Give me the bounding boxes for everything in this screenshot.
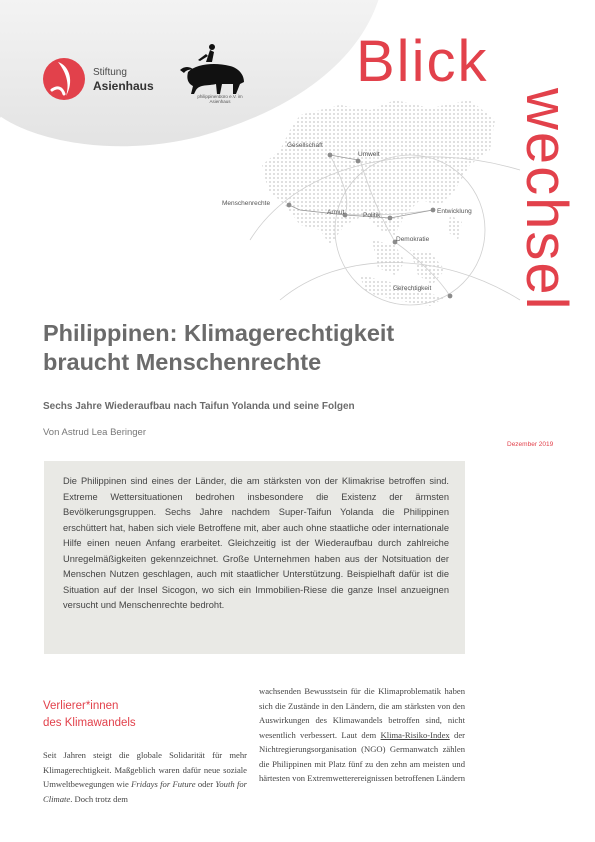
- section-heading-line1: Verlierer*innen: [43, 700, 119, 712]
- org-line1: Stiftung: [93, 67, 127, 78]
- article-title: [43, 319, 483, 377]
- series-title-blick: Blick: [356, 29, 489, 94]
- article-subtitle: Sechs Jahre Wiederaufbau nach Taifun Yolanda und seine Folgen: [43, 401, 355, 412]
- asienhaus-wordmark: [93, 68, 154, 92]
- section-heading: [43, 698, 193, 732]
- body-text: wachsenden Bewusstsein für die Klimaproblematik haben sich die Zustände in den Ländern, die am stärksten von den Auswirkungen des Klimawandels betroffen sind, nicht wesentlich verbessert. Laut dem: [259, 686, 465, 740]
- body-column-1: [43, 748, 247, 806]
- org-line2: Asienhaus: [93, 79, 154, 93]
- map-label-armut: Armut: [327, 209, 345, 216]
- body-paragraph-2: [259, 684, 465, 786]
- article-title-line2: braucht Menschenrechte: [43, 349, 322, 375]
- dotted-map: [262, 100, 495, 306]
- asienhaus-logo-icon: [43, 58, 85, 100]
- body-text: . Doch trotz dem: [70, 793, 128, 804]
- klima-risiko-index-link[interactable]: Klima-Risiko-Index: [380, 729, 450, 740]
- body-text: Seit Jahren steigt die globale Solidarität für mehr Klimagerechtigkeit. Maßgeblich waren dafür neue soziale Umweltbewegungen wie: [43, 750, 247, 789]
- section-heading-line2: des Klimawandels: [43, 717, 136, 729]
- abstract-text: Die Philippinen sind eines der Länder, die am stärksten von der Klimakrise betroffen sind. Extreme Wettersituationen bedrohen insbesondere die Existenz der ärmsten Bevölkerungsgruppen. Sechs Jahre nachdem Super-Taifun Yolanda die Philippinen erschüttert hat, haben sich viele Betroffene mit, aber auch ohne staatliche oder internationale Hilfe einen neuen Anfang erarbeitet. Gleichzeitig ist der Wiederaufbau durch zahlreiche Unregelmäßigkeiten gekennzeichnet. Große Unternehmen haben aus der Notsituation der Menschen Nutzen geschlagen, auch mit staatlicher Unterstützung. Beispielhaft dafür ist die Situation auf der Insel Sicogon, wo sich ein Immobilien-Riese die ganze Insel anzueignen versucht und Menschenrechte bedroht.: [63, 476, 449, 610]
- emphasis-youth: Youth for Climate: [43, 779, 247, 804]
- map-label-demokratie: Demokratie: [396, 236, 430, 243]
- map-label-menschenrechte: Menschenrechte: [222, 200, 271, 207]
- map-label-entwicklung: Entwicklung: [437, 208, 472, 215]
- body-text: oder: [195, 779, 216, 789]
- issue-date: Dezember 2019: [507, 441, 554, 448]
- abstract: [63, 474, 449, 614]
- body-column-2: [259, 684, 465, 786]
- emphasis-fridays: Fridays for Future: [131, 779, 196, 789]
- map-label-gerechtigkeit: Gerechtigkeit: [393, 285, 432, 292]
- map-label-politik: Politik: [363, 212, 381, 219]
- partner-subtitle: philippinenbüro e.V. im Asienhaus: [197, 94, 243, 104]
- map-label-gesellschaft: Gesellschaft: [287, 142, 323, 149]
- map-label-umwelt: Umwelt: [358, 151, 380, 158]
- body-text: der Nichtregierungsorganisation (NGO) Germanwatch zählen die Philippinen mit Platz fünf zu den zehn am meisten und härtesten von Extremwetterereignissen betroffenen Ländern: [259, 729, 466, 783]
- series-title-wechsel: wechsel: [514, 88, 579, 312]
- body-paragraph-1: [43, 748, 247, 806]
- article-author: Von Astrud Lea Beringer: [43, 427, 146, 438]
- article-title-line1: Philippinen: Klimagerechtigkeit: [43, 320, 395, 346]
